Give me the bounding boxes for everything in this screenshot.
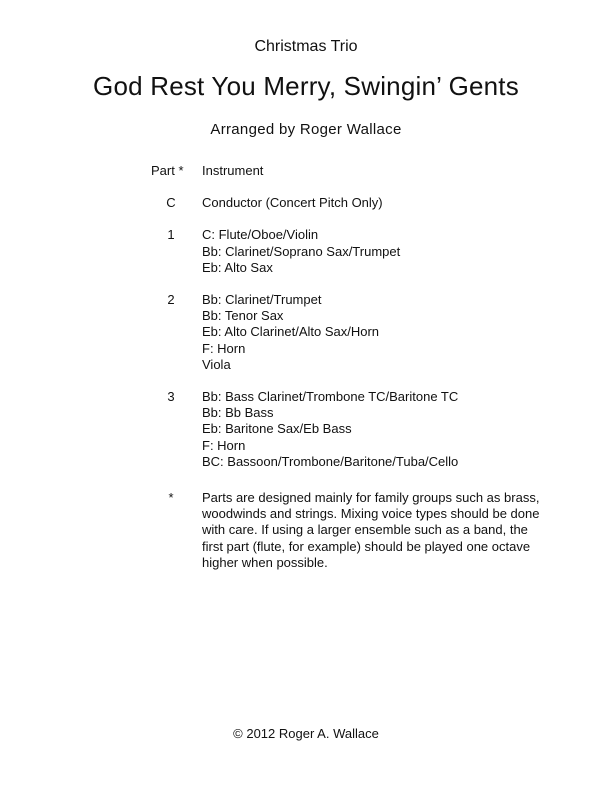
table-row	[140, 227, 540, 276]
instrument-line: Conductor (Concert Pitch Only)	[202, 195, 383, 211]
part-label: 1	[167, 227, 175, 243]
footnote-text: Parts are designed mainly for family groups such as brass, woodwinds and strings. Mixing voice types should be done with care. If using a larger ensemble such as a band, the first part (flute, for example) should be played one octave higher when possible.	[202, 490, 540, 570]
collection-subtitle: Christmas Trio	[254, 38, 358, 55]
instrument-line: Bb: Bb Bass	[202, 405, 274, 421]
parts-table-header	[140, 163, 540, 179]
instrument-line: Bb: Clarinet/Trumpet	[202, 292, 322, 308]
instrument-list	[202, 227, 540, 276]
footnote	[140, 490, 540, 571]
instrument-line: BC: Bassoon/Trombone/Baritone/Tuba/Cello	[202, 453, 459, 469]
instrument-line: C: Flute/Oboe/Violin	[202, 227, 319, 243]
instrument-line: Viola	[202, 356, 231, 372]
instrument-line: Bb: Tenor Sax	[202, 308, 284, 324]
piece-title: God Rest You Merry, Swingin’ Gents	[93, 71, 519, 101]
copyright-notice: © 2012 Roger A. Wallace	[233, 726, 379, 741]
instrument-list	[202, 292, 540, 373]
parts-table	[140, 163, 540, 571]
instrument-line: Eb: Alto Sax	[202, 259, 273, 275]
instrument-line: Eb: Baritone Sax/Eb Bass	[202, 421, 352, 437]
part-label: 3	[167, 389, 175, 405]
table-row	[140, 389, 540, 470]
instrument-column-header: Instrument	[202, 163, 264, 178]
arranger-credit: Arranged by Roger Wallace	[210, 121, 402, 138]
instrument-list	[202, 195, 540, 211]
instrument-list	[202, 389, 540, 470]
footnote-marker: *	[168, 490, 174, 506]
part-label: 2	[167, 292, 175, 308]
part-label: C	[166, 195, 176, 211]
table-row	[140, 195, 540, 211]
table-row	[140, 292, 540, 373]
instrument-line: Bb: Clarinet/Soprano Sax/Trumpet	[202, 243, 401, 259]
instrument-line: F: Horn	[202, 340, 246, 356]
part-column-header: Part *	[151, 163, 184, 178]
instrument-line: Bb: Bass Clarinet/Trombone TC/Baritone TC	[202, 389, 459, 405]
instrument-line: Eb: Alto Clarinet/Alto Sax/Horn	[202, 324, 380, 340]
instrument-line: F: Horn	[202, 437, 246, 453]
